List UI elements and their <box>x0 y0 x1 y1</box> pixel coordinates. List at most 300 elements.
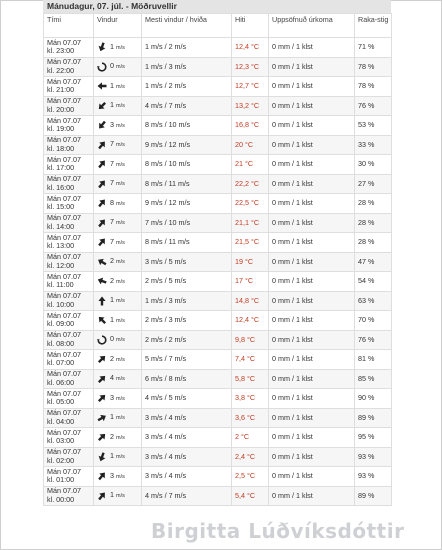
wind-cell <box>94 291 142 311</box>
max-wind-gust-cell: 8 m/s / 11 m/s <box>142 233 232 253</box>
max-wind-gust-cell: 8 m/s / 10 m/s <box>142 116 232 136</box>
wind-unit: m/s <box>116 356 125 363</box>
precipitation-cell: 0 mm / 1 klst <box>269 194 355 214</box>
date-label: Mán 07.07 <box>47 271 81 281</box>
humidity-cell: 28 % <box>355 194 392 214</box>
precipitation-cell: 0 mm / 1 klst <box>269 291 355 311</box>
wind-cell <box>94 467 142 487</box>
wind-cell <box>94 116 142 136</box>
temperature-cell: 12,3 °C <box>232 57 269 77</box>
weather-table <box>43 13 392 506</box>
time-cell <box>44 291 94 311</box>
wind-speed: 0 m/s <box>110 334 125 343</box>
wind-direction-arrow-icon <box>97 374 107 384</box>
max-wind-gust-cell: 3 m/s / 5 m/s <box>142 252 232 272</box>
wind-cell <box>94 38 142 58</box>
wind-speed: 2 m/s <box>110 353 125 363</box>
date-label: Mán 07.07 <box>47 115 81 125</box>
wind-direction-arrow-icon <box>97 218 107 228</box>
wind-speed: 1 m/s <box>110 412 125 421</box>
temperature-cell: 21,5 °C <box>232 233 269 253</box>
time-cell <box>44 96 94 116</box>
table-row <box>44 330 392 350</box>
wind-unit: m/s <box>116 415 125 421</box>
time-cell <box>44 116 94 136</box>
humidity-cell: 93 % <box>355 447 392 467</box>
precipitation-cell: 0 mm / 1 klst <box>269 252 355 272</box>
table-row <box>44 135 392 155</box>
wind-direction-arrow-icon <box>97 276 107 286</box>
wind-speed: 4 m/s <box>110 373 125 382</box>
time-cell <box>44 272 94 292</box>
temperature-cell: 3,8 °C <box>232 389 269 409</box>
time-cell <box>44 350 94 370</box>
date-label: Mán 07.07 <box>47 232 81 242</box>
table-row <box>44 155 392 175</box>
precipitation-cell: 0 mm / 1 klst <box>269 272 355 292</box>
time-cell <box>44 428 94 448</box>
max-wind-gust-cell: 6 m/s / 8 m/s <box>142 369 232 389</box>
wind-speed: 7 m/s <box>110 217 125 226</box>
wind-cell <box>94 408 142 428</box>
col-header-humidity-label: Raka-stig <box>358 15 389 24</box>
precipitation-cell: 0 mm / 1 klst <box>269 155 355 175</box>
precipitation-cell: 0 mm / 1 klst <box>269 116 355 136</box>
hour-label: kl. 01:00 <box>47 475 75 485</box>
wind-speed: 7 m/s <box>110 178 125 187</box>
table-row <box>44 96 392 116</box>
hour-label: kl. 03:00 <box>47 436 75 446</box>
table-row <box>44 350 392 370</box>
wind-unit: m/s <box>116 142 125 148</box>
table-row <box>44 77 392 97</box>
hour-label: kl. 06:00 <box>47 377 75 387</box>
wind-cell <box>94 96 142 116</box>
wind-speed: 7 m/s <box>110 236 125 246</box>
wind-unit: m/s <box>116 181 125 187</box>
wind-speed: 3 m/s <box>110 392 125 402</box>
date-label: Mán 07.07 <box>47 349 81 359</box>
date-label: Mán 07.07 <box>47 447 81 457</box>
max-wind-gust-cell: 1 m/s / 3 m/s <box>142 291 232 311</box>
date-label: Mán 07.07 <box>47 213 81 223</box>
table-row <box>44 311 392 331</box>
humidity-cell: 95 % <box>355 428 392 448</box>
max-wind-gust-cell: 4 m/s / 5 m/s <box>142 389 232 409</box>
wind-cell <box>94 447 142 467</box>
table-row <box>44 116 392 136</box>
table-row <box>44 194 392 214</box>
temperature-cell: 14,8 °C <box>232 291 269 311</box>
table-row <box>44 272 392 292</box>
max-wind-gust-cell: 9 m/s / 12 m/s <box>142 135 232 155</box>
wind-cell <box>94 194 142 214</box>
precipitation-cell: 0 mm / 1 klst <box>269 57 355 77</box>
temperature-cell: 7,4 °C <box>232 350 269 370</box>
hour-label: kl. 14:00 <box>47 221 75 231</box>
date-label: Mán 07.07 <box>47 330 81 340</box>
wind-unit: m/s <box>116 454 125 460</box>
time-cell <box>44 135 94 155</box>
hour-label: kl. 04:00 <box>47 416 75 426</box>
wind-speed: 1 m/s <box>110 451 125 460</box>
time-cell <box>44 174 94 194</box>
wind-cell <box>94 135 142 155</box>
humidity-cell: 28 % <box>355 233 392 253</box>
precipitation-cell: 0 mm / 1 klst <box>269 311 355 331</box>
weather-table-panel <box>43 0 391 506</box>
humidity-cell: 90 % <box>355 389 392 409</box>
humidity-cell: 81 % <box>355 350 392 370</box>
wind-direction-arrow-icon <box>97 335 107 345</box>
wind-speed: 2 m/s <box>110 431 125 441</box>
wind-speed: 1 m/s <box>110 100 125 109</box>
precipitation-cell: 0 mm / 1 klst <box>269 408 355 428</box>
hour-label: kl. 09:00 <box>47 319 75 329</box>
max-wind-gust-cell: 5 m/s / 7 m/s <box>142 350 232 370</box>
max-wind-gust-cell: 8 m/s / 11 m/s <box>142 174 232 194</box>
humidity-cell: 85 % <box>355 369 392 389</box>
hour-label: kl. 12:00 <box>47 260 75 270</box>
time-cell <box>44 194 94 214</box>
col-header-precipitation: Uppsöfnuð úrkoma <box>269 14 355 38</box>
date-label: Mán 07.07 <box>47 96 81 106</box>
table-row <box>44 428 392 448</box>
max-wind-gust-cell: 9 m/s / 12 m/s <box>142 194 232 214</box>
humidity-cell: 47 % <box>355 252 392 272</box>
temperature-cell: 2 °C <box>232 428 269 448</box>
wind-unit: m/s <box>116 376 125 382</box>
date-label: Mán 07.07 <box>47 466 81 476</box>
wind-cell <box>94 350 142 370</box>
date-label: Mán 07.07 <box>47 388 81 398</box>
date-label: Mán 07.07 <box>47 76 81 86</box>
humidity-cell: 71 % <box>355 38 392 58</box>
max-wind-gust-cell: 2 m/s / 3 m/s <box>142 311 232 331</box>
wind-direction-arrow-icon <box>97 198 107 208</box>
wind-unit: m/s <box>116 278 125 285</box>
wind-unit: m/s <box>116 122 125 129</box>
precipitation-cell: 0 mm / 1 klst <box>269 486 355 506</box>
max-wind-gust-cell: 3 m/s / 4 m/s <box>142 447 232 467</box>
table-row <box>44 486 392 506</box>
max-wind-gust-cell: 2 m/s / 2 m/s <box>142 330 232 350</box>
hour-label: kl. 00:00 <box>47 494 75 504</box>
max-wind-gust-cell: 1 m/s / 3 m/s <box>142 57 232 77</box>
table-row <box>44 213 392 233</box>
wind-unit: m/s <box>116 64 125 70</box>
hour-label: kl. 19:00 <box>47 124 75 134</box>
wind-speed: 2 m/s <box>110 275 125 285</box>
time-cell <box>44 467 94 487</box>
precipitation-cell: 0 mm / 1 klst <box>269 428 355 448</box>
time-cell <box>44 38 94 58</box>
hour-label: kl. 05:00 <box>47 397 75 407</box>
humidity-cell: 76 % <box>355 96 392 116</box>
wind-direction-arrow-icon <box>97 81 107 91</box>
wind-speed: 2 m/s <box>110 256 125 265</box>
wind-speed: 1 m/s <box>110 295 125 304</box>
wind-unit: m/s <box>116 44 125 51</box>
humidity-cell: 63 % <box>355 291 392 311</box>
wind-direction-arrow-icon <box>97 393 107 403</box>
hour-label: kl. 22:00 <box>47 65 75 75</box>
temperature-cell: 2,4 °C <box>232 447 269 467</box>
humidity-cell: 89 % <box>355 486 392 506</box>
humidity-cell: 78 % <box>355 57 392 77</box>
wind-cell <box>94 155 142 175</box>
precipitation-cell: 0 mm / 1 klst <box>269 350 355 370</box>
table-row <box>44 233 392 253</box>
hour-label: kl. 08:00 <box>47 338 75 348</box>
wind-unit: m/s <box>116 317 125 324</box>
table-row <box>44 38 392 58</box>
max-wind-gust-cell: 2 m/s / 5 m/s <box>142 272 232 292</box>
temperature-cell: 12,7 °C <box>232 77 269 97</box>
hour-label: kl. 20:00 <box>47 104 75 114</box>
wind-cell <box>94 252 142 272</box>
date-label: Mán 07.07 <box>47 310 81 320</box>
hour-label: kl. 10:00 <box>47 299 75 309</box>
temperature-cell: 5,8 °C <box>232 369 269 389</box>
table-row <box>44 57 392 77</box>
wind-speed: 1 m/s <box>110 314 125 324</box>
max-wind-gust-cell: 3 m/s / 4 m/s <box>142 408 232 428</box>
wind-cell <box>94 174 142 194</box>
temperature-cell: 9,8 °C <box>232 330 269 350</box>
wind-unit: m/s <box>116 298 125 304</box>
wind-direction-arrow-icon <box>97 237 107 247</box>
precipitation-cell: 0 mm / 1 klst <box>269 213 355 233</box>
hour-label: kl. 23:00 <box>47 46 75 56</box>
max-wind-gust-cell: 4 m/s / 7 m/s <box>142 486 232 506</box>
humidity-cell: 33 % <box>355 135 392 155</box>
time-cell <box>44 311 94 331</box>
temperature-cell: 21,1 °C <box>232 213 269 233</box>
table-row <box>44 174 392 194</box>
wind-cell <box>94 57 142 77</box>
time-cell <box>44 389 94 409</box>
wind-cell <box>94 369 142 389</box>
wind-cell <box>94 486 142 506</box>
col-header-humidity <box>355 14 392 38</box>
wind-cell <box>94 311 142 331</box>
max-wind-gust-cell: 3 m/s / 4 m/s <box>142 428 232 448</box>
table-row <box>44 291 392 311</box>
wind-unit: m/s <box>116 200 125 207</box>
wind-direction-arrow-icon <box>97 101 107 111</box>
wind-cell <box>94 330 142 350</box>
hour-label: kl. 21:00 <box>47 85 75 95</box>
wind-direction-arrow-icon <box>97 120 107 130</box>
table-header-row <box>44 14 392 38</box>
temperature-cell: 22,5 °C <box>232 194 269 214</box>
wind-direction-arrow-icon <box>97 452 107 462</box>
wind-unit: m/s <box>116 337 125 343</box>
humidity-cell: 78 % <box>355 77 392 97</box>
time-cell <box>44 57 94 77</box>
humidity-cell: 70 % <box>355 311 392 331</box>
humidity-cell: 27 % <box>355 174 392 194</box>
table-row <box>44 252 392 272</box>
time-cell <box>44 77 94 97</box>
hour-label: kl. 17:00 <box>47 163 75 173</box>
wind-unit: m/s <box>116 103 125 109</box>
humidity-cell: 28 % <box>355 213 392 233</box>
table-row <box>44 408 392 428</box>
wind-direction-arrow-icon <box>97 159 107 169</box>
table-row <box>44 447 392 467</box>
wind-direction-arrow-icon <box>97 42 107 52</box>
wind-unit: m/s <box>116 434 125 441</box>
wind-direction-arrow-icon <box>97 413 107 423</box>
humidity-cell: 54 % <box>355 272 392 292</box>
max-wind-gust-cell: 4 m/s / 7 m/s <box>142 96 232 116</box>
wind-direction-arrow-icon <box>97 432 107 442</box>
max-wind-gust-cell: 3 m/s / 4 m/s <box>142 467 232 487</box>
temperature-cell: 12,4 °C <box>232 311 269 331</box>
wind-direction-arrow-icon <box>97 296 107 306</box>
wind-direction-arrow-icon <box>97 179 107 189</box>
wind-unit: m/s <box>116 239 125 246</box>
wind-speed: 1 m/s <box>110 80 125 90</box>
table-row <box>44 467 392 487</box>
wind-unit: m/s <box>116 161 125 168</box>
date-label: Mán 07.07 <box>47 408 81 418</box>
wind-direction-arrow-icon <box>97 491 107 501</box>
date-label: Mán 07.07 <box>47 154 81 164</box>
wind-unit: m/s <box>116 493 125 499</box>
time-cell <box>44 447 94 467</box>
humidity-cell: 93 % <box>355 467 392 487</box>
humidity-cell: 53 % <box>355 116 392 136</box>
temperature-cell: 19 °C <box>232 252 269 272</box>
date-label: Mán 07.07 <box>47 369 81 379</box>
time-cell <box>44 155 94 175</box>
wind-unit: m/s <box>116 395 125 402</box>
wind-cell <box>94 389 142 409</box>
hour-label: kl. 11:00 <box>47 280 74 290</box>
precipitation-cell: 0 mm / 1 klst <box>269 467 355 487</box>
col-header-time: Tími <box>44 14 94 38</box>
wind-cell <box>94 213 142 233</box>
table-title: Mánudagur, 07. júl. - Möðruvellir <box>43 0 391 13</box>
wind-speed: 1 m/s <box>110 41 125 51</box>
date-label: Mán 07.07 <box>47 291 81 301</box>
hour-label: kl. 16:00 <box>47 182 75 192</box>
table-row <box>44 369 392 389</box>
wind-direction-arrow-icon <box>97 315 107 325</box>
wind-speed: 8 m/s <box>110 197 125 207</box>
wind-cell <box>94 77 142 97</box>
humidity-cell: 76 % <box>355 330 392 350</box>
time-cell <box>44 252 94 272</box>
max-wind-gust-cell: 1 m/s / 2 m/s <box>142 38 232 58</box>
temperature-cell: 20 °C <box>232 135 269 155</box>
hour-label: kl. 02:00 <box>47 455 75 465</box>
wind-speed: 1 m/s <box>110 490 125 499</box>
wind-speed: 3 m/s <box>110 119 125 129</box>
wind-unit: m/s <box>116 259 125 265</box>
humidity-cell: 89 % <box>355 408 392 428</box>
wind-direction-arrow-icon <box>97 471 107 481</box>
precipitation-cell: 0 mm / 1 klst <box>269 135 355 155</box>
wind-speed: 7 m/s <box>110 158 125 168</box>
table-row <box>44 389 392 409</box>
precipitation-cell: 0 mm / 1 klst <box>269 96 355 116</box>
date-label: Mán 07.07 <box>47 174 81 184</box>
col-header-temperature: Hiti <box>232 14 269 38</box>
time-cell <box>44 233 94 253</box>
temperature-cell: 17 °C <box>232 272 269 292</box>
watermark-text: Birgitta Lúðvíksdóttir <box>151 519 405 543</box>
precipitation-cell: 0 mm / 1 klst <box>269 77 355 97</box>
wind-cell <box>94 428 142 448</box>
hour-label: kl. 15:00 <box>47 202 75 212</box>
precipitation-cell: 0 mm / 1 klst <box>269 369 355 389</box>
wind-direction-arrow-icon <box>97 354 107 364</box>
date-label: Mán 07.07 <box>47 193 81 203</box>
wind-speed: 7 m/s <box>110 139 125 148</box>
time-cell <box>44 486 94 506</box>
wind-speed: 3 m/s <box>110 470 125 480</box>
wind-unit: m/s <box>116 83 125 90</box>
wind-direction-arrow-icon <box>97 257 107 267</box>
wind-direction-arrow-icon <box>97 140 107 150</box>
hour-label: kl. 07:00 <box>47 358 75 368</box>
precipitation-cell: 0 mm / 1 klst <box>269 233 355 253</box>
date-label: Mán 07.07 <box>47 486 81 496</box>
hour-label: kl. 13:00 <box>47 241 75 251</box>
temperature-cell: 3,6 °C <box>232 408 269 428</box>
temperature-cell: 5,4 °C <box>232 486 269 506</box>
time-cell <box>44 408 94 428</box>
date-label: Mán 07.07 <box>47 57 81 67</box>
time-cell <box>44 213 94 233</box>
wind-unit: m/s <box>116 473 125 480</box>
col-header-max-wind: Mesti vindur / hviða <box>142 14 232 38</box>
wind-direction-arrow-icon <box>97 62 107 72</box>
temperature-cell: 16,8 °C <box>232 116 269 136</box>
wind-cell <box>94 272 142 292</box>
date-label: Mán 07.07 <box>47 135 81 145</box>
max-wind-gust-cell: 1 m/s / 2 m/s <box>142 77 232 97</box>
time-cell <box>44 369 94 389</box>
precipitation-cell: 0 mm / 1 klst <box>269 447 355 467</box>
max-wind-gust-cell: 7 m/s / 10 m/s <box>142 213 232 233</box>
date-label: Mán 07.07 <box>47 252 81 262</box>
wind-speed: 0 m/s <box>110 61 125 70</box>
date-label: Mán 07.07 <box>47 37 81 47</box>
temperature-cell: 12,4 °C <box>232 38 269 58</box>
humidity-cell: 30 % <box>355 155 392 175</box>
precipitation-cell: 0 mm / 1 klst <box>269 174 355 194</box>
temperature-cell: 22,2 °C <box>232 174 269 194</box>
max-wind-gust-cell: 8 m/s / 10 m/s <box>142 155 232 175</box>
temperature-cell: 21 °C <box>232 155 269 175</box>
precipitation-cell: 0 mm / 1 klst <box>269 389 355 409</box>
temperature-cell: 13,2 °C <box>232 96 269 116</box>
wind-unit: m/s <box>116 220 125 226</box>
precipitation-cell: 0 mm / 1 klst <box>269 330 355 350</box>
temperature-cell: 2,5 °C <box>232 467 269 487</box>
precipitation-cell: 0 mm / 1 klst <box>269 38 355 58</box>
col-header-wind: Vindur <box>94 14 142 38</box>
hour-label: kl. 18:00 <box>47 143 75 153</box>
date-label: Mán 07.07 <box>47 427 81 437</box>
time-cell <box>44 330 94 350</box>
wind-cell <box>94 233 142 253</box>
